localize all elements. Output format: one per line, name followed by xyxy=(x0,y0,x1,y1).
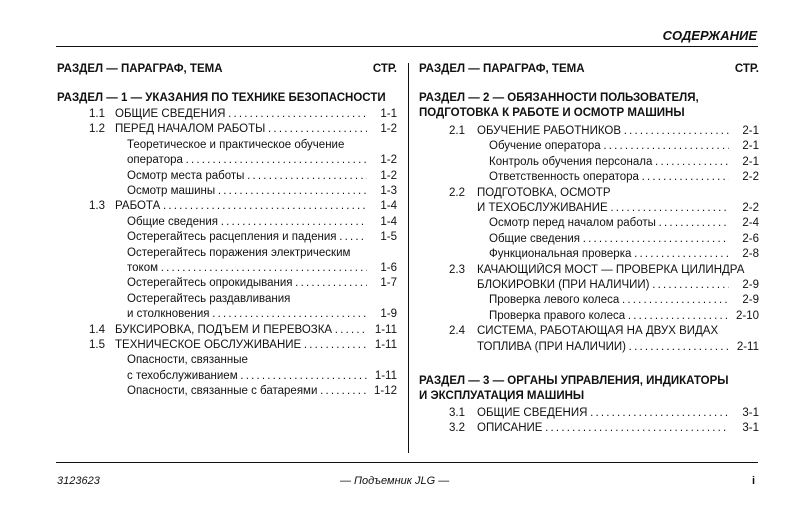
toc-entry-title: с техобслуживанием . . . xyxy=(127,369,367,385)
toc-entry-title: Обучение оператора . . . xyxy=(489,139,729,155)
column-divider xyxy=(408,63,409,453)
toc-entry xyxy=(419,421,759,437)
toc-entry xyxy=(57,153,397,169)
toc-entry xyxy=(57,107,397,123)
toc-entry-title: ОПИСАНИЕ . . . xyxy=(477,421,729,437)
toc-entry xyxy=(57,307,397,323)
toc-entry-page: 1-2 xyxy=(378,153,397,169)
toc-entry xyxy=(57,276,397,292)
right-column-header xyxy=(419,63,759,79)
toc-entry-title: Остерегайтесь раздавливания xyxy=(127,292,291,305)
section-3-title-line-2: И ЭКСПЛУАТАЦИЯ МАШИНЫ xyxy=(419,390,585,402)
toc-entry xyxy=(419,309,759,325)
footer-center: — Подъемник JLG — xyxy=(340,475,450,487)
toc-entry xyxy=(419,263,759,279)
toc-entry-title: Контроль обучения персонала . . . xyxy=(489,155,729,171)
toc-entry-number: 1.4 xyxy=(89,323,105,336)
toc-entry-number: 3.2 xyxy=(449,422,465,435)
toc-entry xyxy=(419,293,759,309)
toc-entry-title: БУКСИРОВКА, ПОДЪЕМ И ПЕРЕВОЗКА . . . xyxy=(115,323,367,339)
toc-entry-title: ОБЩИЕ СВЕДЕНИЯ . . . xyxy=(115,107,367,123)
toc-entry-title: Остерегайтесь поражения электрическим xyxy=(127,246,351,259)
toc-entry xyxy=(57,323,397,339)
toc-entry-page: 1-6 xyxy=(378,261,397,277)
page-number: i xyxy=(751,475,755,487)
left-column-header xyxy=(57,63,397,79)
toc-entry-title: Опасности, связанные xyxy=(127,354,248,367)
toc-entry xyxy=(419,247,759,263)
toc-entry xyxy=(419,201,759,217)
toc-entry-title: Теоретическое и практическое обучение xyxy=(127,138,345,151)
footer-rule xyxy=(56,462,758,463)
toc-entry xyxy=(57,384,397,400)
column-heading: РАЗДЕЛ — ПАРАГРАФ, ТЕМА xyxy=(57,63,223,75)
toc-entry-page: 2-6 xyxy=(740,232,759,248)
toc-entry xyxy=(419,232,759,248)
toc-entry-page: 2-4 xyxy=(740,216,759,232)
toc-entry xyxy=(419,324,759,340)
toc-entry-page: 1-4 xyxy=(378,215,397,231)
toc-entry xyxy=(419,139,759,155)
toc-entry xyxy=(57,353,397,369)
toc-entry-title: ТОПЛИВА (ПРИ НАЛИЧИИ) . . . xyxy=(477,340,729,356)
toc-entry xyxy=(57,138,397,154)
toc-entry-title: ОБУЧЕНИЕ РАБОТНИКОВ . . . xyxy=(477,124,729,140)
toc-entry-page: 2-1 xyxy=(740,124,759,140)
toc-entry-title: Функциональная проверка . . . xyxy=(489,247,729,263)
column-heading: РАЗДЕЛ — ПАРАГРАФ, ТЕМА xyxy=(419,63,585,75)
toc-entry-title: Проверка правого колеса . . . xyxy=(489,309,729,325)
toc-entry xyxy=(57,369,397,385)
toc-entry-title: ПЕРЕД НАЧАЛОМ РАБОТЫ . . . xyxy=(115,122,367,138)
toc-entry xyxy=(419,340,759,356)
toc-entry xyxy=(57,338,397,354)
toc-entry-page: 1-1 xyxy=(378,107,397,123)
toc-entry-number: 2.2 xyxy=(449,186,465,199)
toc-entry-page: 2-8 xyxy=(740,247,759,263)
toc-entry-title: Опасности, связанные с батареями . . . xyxy=(127,384,367,400)
toc-entry-number: 1.1 xyxy=(89,108,105,120)
toc-entry-page: 1-3 xyxy=(378,184,397,200)
toc-entry-page: 2-9 xyxy=(740,293,759,309)
toc-entry-title: ТЕХНИЧЕСКОЕ ОБСЛУЖИВАНИЕ . . . xyxy=(115,338,367,354)
section-2-title-line-2: ПОДГОТОВКА К РАБОТЕ И ОСМОТР МАШИНЫ xyxy=(419,107,685,119)
toc-entry-title: И ТЕХОБСЛУЖИВАНИЕ . . . xyxy=(477,201,729,217)
toc-entry-page: 1-2 xyxy=(378,169,397,185)
toc-entry xyxy=(57,215,397,231)
toc-entry-title: БЛОКИРОВКИ (ПРИ НАЛИЧИИ) . . . xyxy=(477,278,729,294)
toc-entry-page: 1-4 xyxy=(378,199,397,215)
toc-entry-title: Осмотр места работы . . . xyxy=(127,169,367,185)
toc-entry-page: 3-1 xyxy=(740,406,759,422)
page-column-heading: СТР. xyxy=(372,63,397,75)
toc-entry xyxy=(419,170,759,186)
toc-entry-number: 1.3 xyxy=(89,200,105,213)
toc-entry-page: 1-11 xyxy=(373,323,397,339)
toc-entry-title: РАБОТА . . . xyxy=(115,199,367,215)
toc-entry xyxy=(419,406,759,422)
toc-entry-page: 2-9 xyxy=(740,278,759,294)
toc-entry-number: 2.3 xyxy=(449,263,465,276)
toc-entry-number: 1.5 xyxy=(89,339,105,351)
toc-entry-number: 1.2 xyxy=(89,123,105,136)
toc-entry xyxy=(419,278,759,294)
page-title: СОДЕРЖАНИЕ xyxy=(662,28,757,43)
toc-entry-title: Проверка левого колеса . . . xyxy=(489,293,729,309)
toc-entry xyxy=(57,292,397,308)
toc-entry-title: ПОДГОТОВКА, ОСМОТР xyxy=(477,186,611,199)
toc-entry-page: 1-12 xyxy=(372,384,397,400)
section-3-title-line-1: РАЗДЕЛ — 3 — ОРГАНЫ УПРАВЛЕНИЯ, ИНДИКАТОРЫ xyxy=(419,375,729,387)
toc-entry xyxy=(57,169,397,185)
toc-entry-page: 1-7 xyxy=(378,276,397,292)
toc-entry-title: оператора . . . xyxy=(127,153,367,169)
toc-entry xyxy=(57,246,397,262)
toc-entry-page: 1-11 xyxy=(373,369,397,385)
toc-entry xyxy=(419,216,759,232)
document-number: 3123623 xyxy=(57,475,100,487)
toc-entry xyxy=(57,230,397,246)
toc-entry-title: и столкновения . . . xyxy=(127,307,367,323)
toc-entry-page: 1-5 xyxy=(378,230,397,246)
section-1-title: РАЗДЕЛ — 1 — УКАЗАНИЯ ПО ТЕХНИКЕ БЕЗОПАСНОСТИ xyxy=(57,92,386,104)
toc-entry xyxy=(419,186,759,202)
toc-entry xyxy=(419,124,759,140)
header-rule xyxy=(56,46,758,47)
toc-entry-title: Общие сведения . . . xyxy=(489,232,729,248)
toc-entry-title: Остерегайтесь расцепления и падения . . . xyxy=(127,230,367,246)
toc-entry-title: СИСТЕМА, РАБОТАЮЩАЯ НА ДВУХ ВИДАХ xyxy=(477,325,719,338)
toc-entry-number: 3.1 xyxy=(449,407,465,419)
toc-entry-title: Остерегайтесь опрокидывания . . . xyxy=(127,276,367,292)
toc-entry-page: 2-11 xyxy=(735,340,759,356)
toc-entry-page: 1-9 xyxy=(378,307,397,323)
toc-entry-page: 2-1 xyxy=(740,139,759,155)
page-column-heading: СТР. xyxy=(734,63,759,75)
toc-entry-page: 2-2 xyxy=(740,170,759,186)
toc-entry xyxy=(57,199,397,215)
toc-entry-page: 3-1 xyxy=(740,421,759,437)
toc-entry-title: Общие сведения . . . xyxy=(127,215,367,231)
toc-entry-title: КАЧАЮЩИЙСЯ МОСТ — ПРОВЕРКА ЦИЛИНДРА xyxy=(477,263,745,276)
toc-entry-title: Осмотр машины . . . xyxy=(127,184,367,200)
toc-entry-page: 1-2 xyxy=(378,122,397,138)
toc-entry xyxy=(57,261,397,277)
toc-entry-number: 2.1 xyxy=(449,125,465,137)
toc-entry-page: 2-2 xyxy=(740,201,759,217)
toc-entry-number: 2.4 xyxy=(449,325,465,338)
toc-entry-title: ОБЩИЕ СВЕДЕНИЯ . . . xyxy=(477,406,729,422)
toc-entry-page: 2-10 xyxy=(734,309,759,325)
toc-entry xyxy=(57,184,397,200)
toc-entry-page: 1-11 xyxy=(373,338,397,354)
toc-entry xyxy=(57,122,397,138)
toc-entry-title: Ответственность оператора . . . xyxy=(489,170,729,186)
toc-entry-page: 2-1 xyxy=(740,155,759,171)
section-2-title-line-1: РАЗДЕЛ — 2 — ОБЯЗАННОСТИ ПОЛЬЗОВАТЕЛЯ, xyxy=(419,92,699,104)
toc-entry xyxy=(419,155,759,171)
toc-entry-title: током . . . xyxy=(127,261,367,277)
toc-entry-title: Осмотр перед началом работы . . . xyxy=(489,216,729,232)
